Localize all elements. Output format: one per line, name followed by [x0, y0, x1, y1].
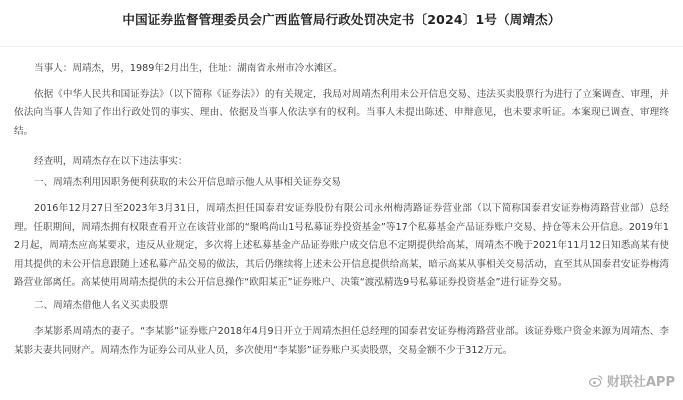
- section-1-heading: 一、周靖杰利用因职务便利获取的未公开信息暗示他人从事相关证券交易: [34, 176, 341, 188]
- section-2-heading: 二、周靖杰借他人名义买卖股票: [34, 299, 169, 311]
- watermark: [589, 371, 675, 390]
- section-2-body: 李某影系周靖杰的妻子。“李某影”证券账户2018年4月9日开立于周靖杰担任总经理的国泰君安证券梅湾路营业部。该证券账户资金来源为周靖杰、李某影夫妻共同财产。周靖杰作为证券公司从业人员，多次使用“李某影”证券账户买卖股票，交易金额不少于312万元。: [14, 326, 669, 356]
- facts-intro: 经查明，周靖杰存在以下违法事实：: [34, 156, 188, 167]
- section-1-body: 2016年12月27日至2023年3月31日，周靖杰担任国泰君安证券股份有限公司永州梅湾路证券营业部（以下简称国泰君安证券梅湾路营业部）总经理。任职期间，周靖杰拥有权限查看开立在该营业部的“聚鸣尚山1号私募证券投资基金”等17个私募基金产品证券账户交易、持仓等未公开信息。2019年12月起，周靖杰应高某要求，违反从业规定，多次将上述私募基金产品证券账户成交信息不定期提供给高某，周靖杰不晚于2021年11月12日知悉高某有使用其提供的未公开信息跟随上述私募产品交易的做法，其后仍继续将上述未公开信息提供给高某，暗示高某从事相关交易活动，直至其从国泰君安证券梅湾路营业部离任。高某使用周靖杰提供的未公开信息操作“欧阳某正”证券账户、决策“渡泓精选9号私募证券投资基金”进行证券交易。: [14, 203, 669, 288]
- watermark-label: 财联社APP: [606, 375, 675, 390]
- party-info: 当事人：周靖杰，男，1989年2月出生，住址：湖南省永州市冷水滩区。: [34, 63, 343, 74]
- weibo-logo-icon: [589, 374, 603, 388]
- document-title: 中国证券监督管理委员会广西监管局行政处罚决定书〔2024〕1号（周靖杰）: [122, 12, 561, 27]
- title-divider: [0, 46, 683, 47]
- legal-basis-paragraph: 依据《中华人民共和国证券法》（以下简称《证券法》）的有关规定，我局对周靖杰利用未公开信息交易、违法买卖股票行为进行了立案调查、审理，并依法向当事人告知了作出行政处罚的事实、理由、依据及当事人依法享有的权利。当事人未提出陈述、申辩意见，也未要求听证。本案现已调查、审理终结。: [14, 88, 669, 137]
